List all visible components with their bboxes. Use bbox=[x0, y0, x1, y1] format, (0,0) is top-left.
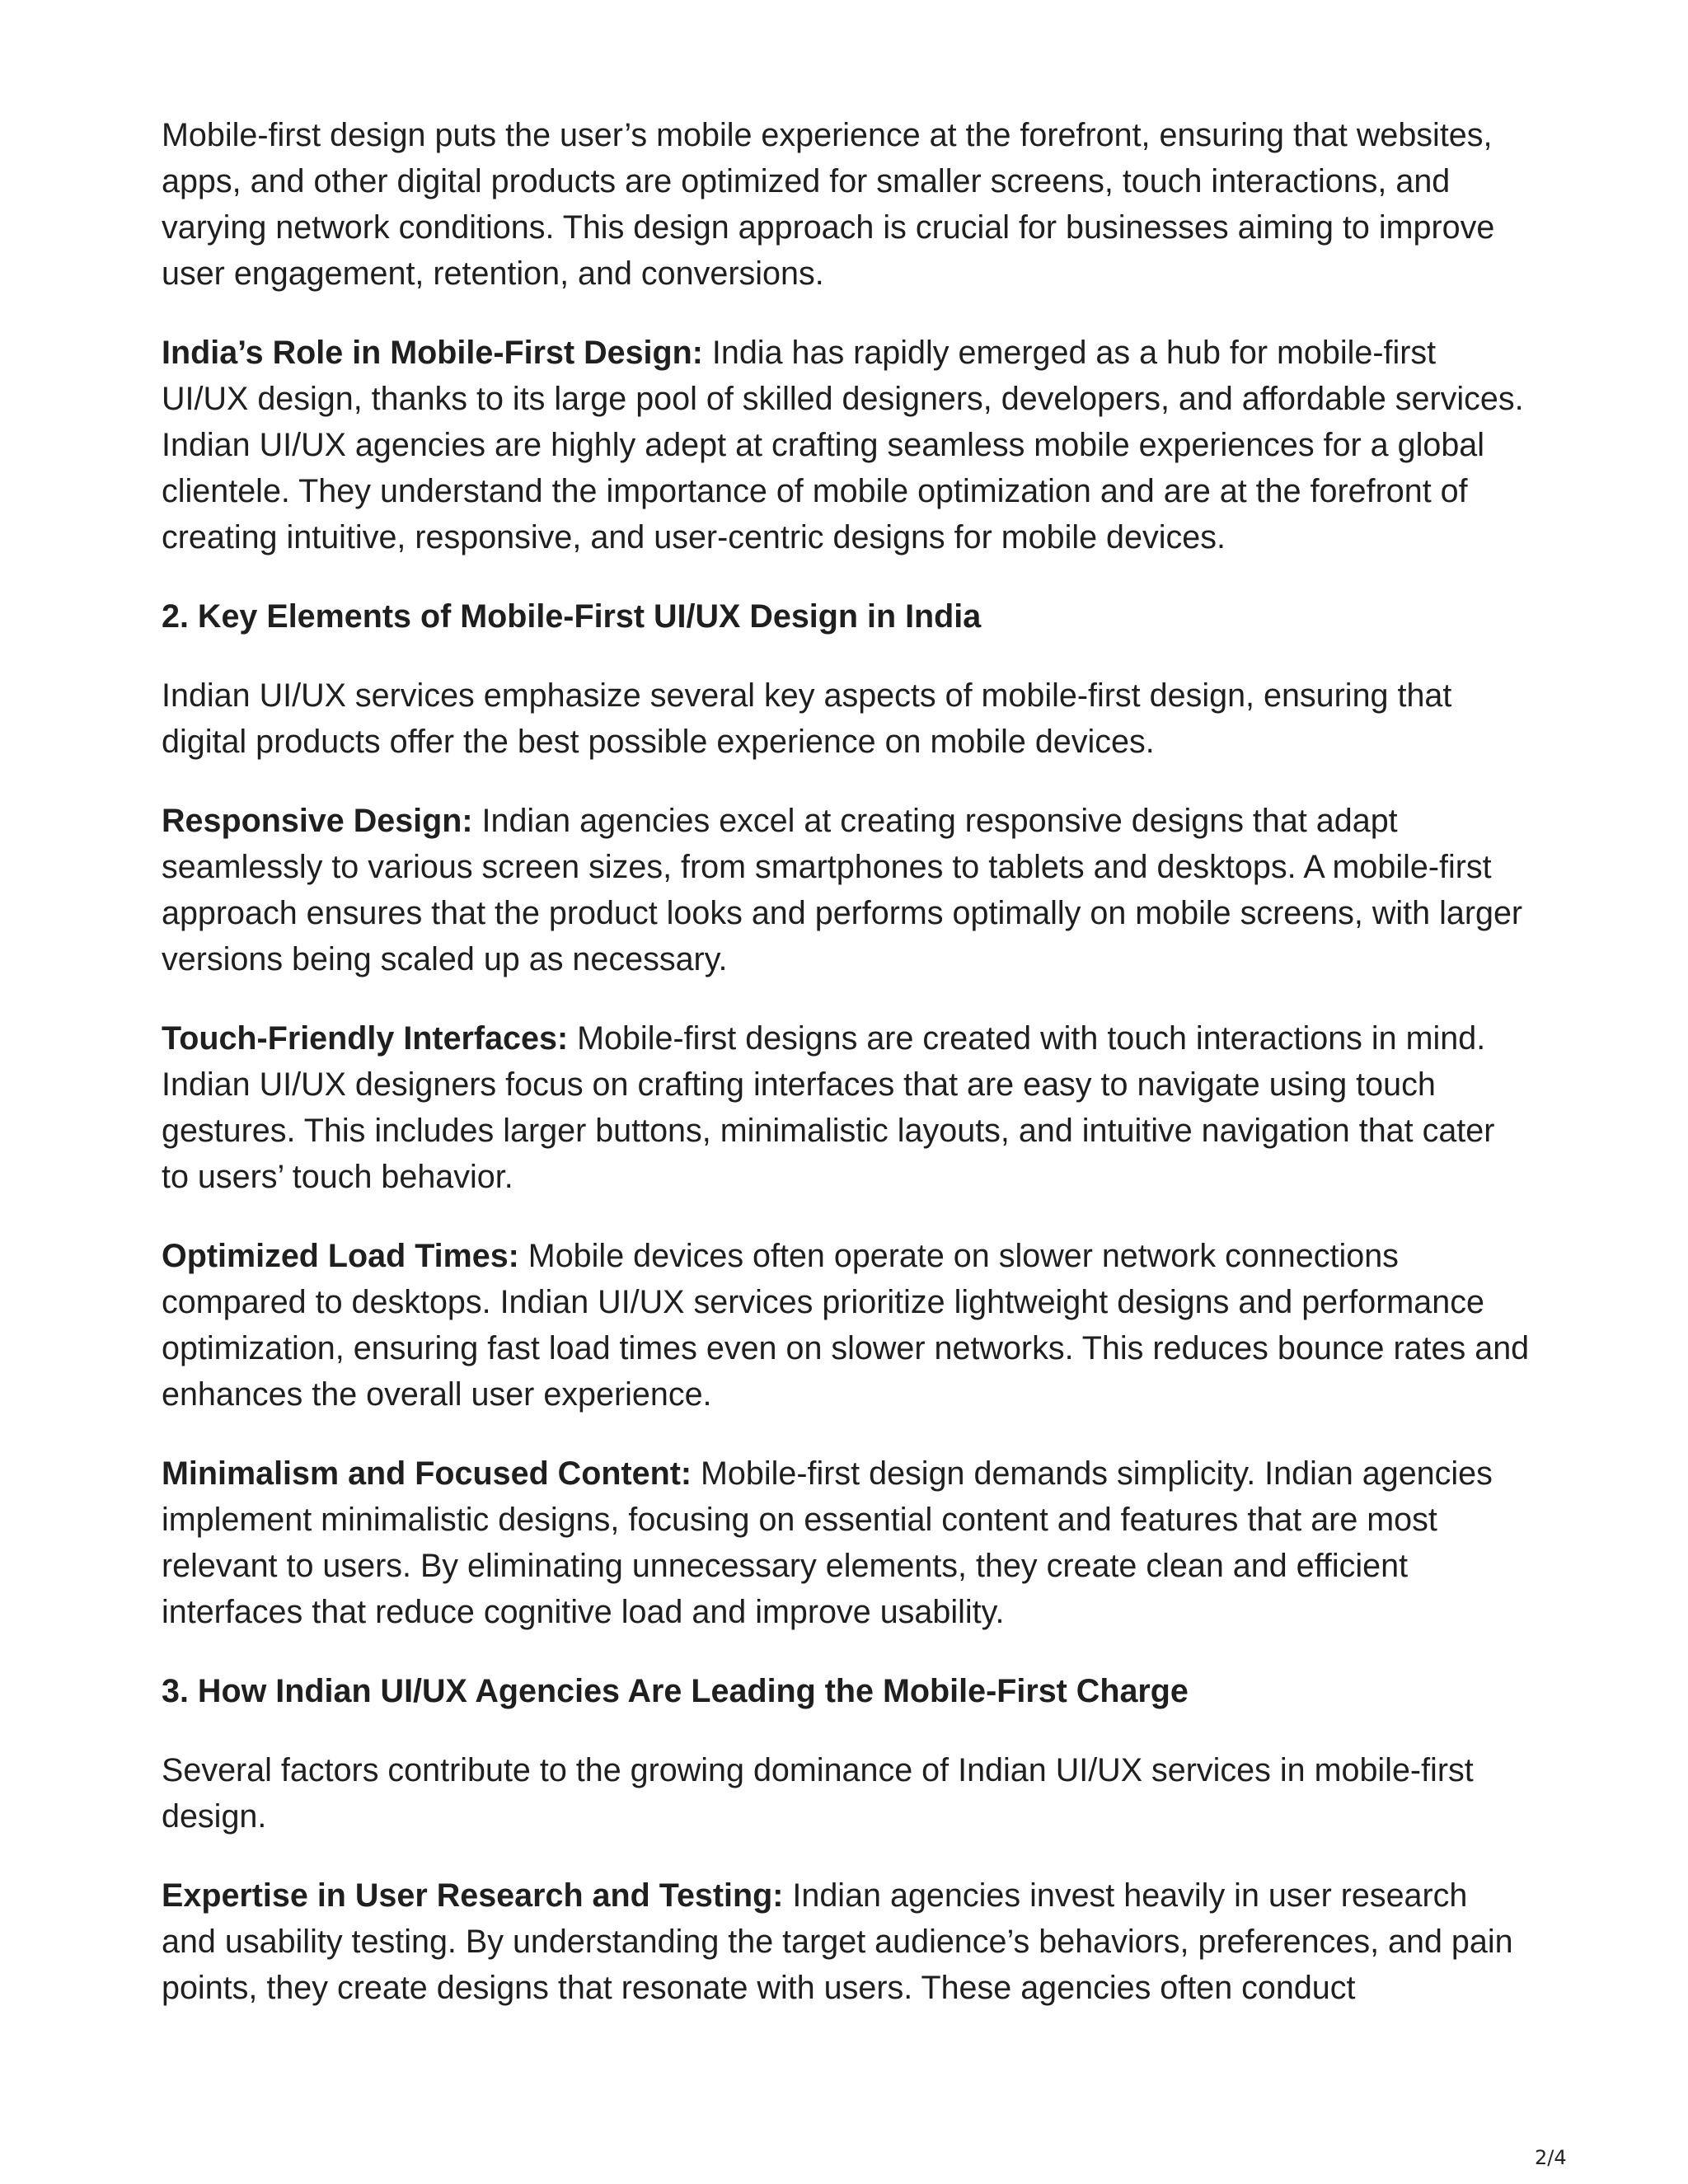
load-times-text: Mobile devices often operate on slower network connections compared to desktops. Indian UI/UX services prioritize lightweight designs and performance optimization, ensuring fast load times even on slower networks. This reduces bounce rates and enhances the overall user experience. bbox=[162, 1238, 1530, 1413]
responsive-design-text: Indian agencies excel at creating responsive designs that adapt seamlessly to various screen sizes, from smartphones to tablets and desktops. A mobile-first approach ensures that the product looks and performs optimally on mobile screens, with larger versions being scaled up as necessary. bbox=[162, 803, 1523, 977]
load-times-label: Optimized Load Times: bbox=[162, 1238, 519, 1274]
document-body bbox=[162, 112, 1530, 2044]
section-2-heading: 2. Key Elements of Mobile-First UI/UX Design in India bbox=[162, 598, 982, 635]
section-3-intro: Several factors contribute to the growing dominance of Indian UI/UX services in mobile-first design. bbox=[162, 1752, 1474, 1835]
india-role-paragraph bbox=[162, 330, 1530, 560]
touch-friendly-label: Touch-Friendly Interfaces: bbox=[162, 1020, 569, 1057]
section-2-intro: Indian UI/UX services emphasize several key aspects of mobile-first design, ensuring that digital products offer the best possible experience on mobile devices. bbox=[162, 677, 1452, 760]
india-role-text: India has rapidly emerged as a hub for mobile-first UI/UX design, thanks to its large pool of skilled designers, developers, and affordable services. Indian UI/UX agencies are highly adept at crafting seamless mobile experiences for a global clientele. They understand the importance of mobile optimization and are at the forefront of creating intuitive, responsive, and user-centric designs for mobile devices. bbox=[162, 335, 1524, 555]
india-role-label: India’s Role in Mobile-First Design: bbox=[162, 335, 703, 371]
minimalism-paragraph bbox=[162, 1451, 1530, 1635]
touch-friendly-paragraph bbox=[162, 1015, 1530, 1200]
user-research-paragraph bbox=[162, 1872, 1530, 2011]
minimalism-text: Mobile-first design demands simplicity. Indian agencies implement minimalistic designs, focusing on essential content and features that are most relevant to users. By eliminating unnecessary elements, they create clean and efficient interfaces that reduce cognitive load and improve usability. bbox=[162, 1455, 1493, 1630]
intro-paragraph: Mobile-first design puts the user’s mobile experience at the forefront, ensuring that websites, apps, and other digital products are optimized for smaller screens, touch interactions, and varying network conditions. This design approach is crucial for businesses aiming to improve user engagement, retention, and conversions. bbox=[162, 117, 1495, 292]
touch-friendly-text: Mobile-first designs are created with touch interactions in mind. Indian UI/UX designers focus on crafting interfaces that are easy to navigate using touch gestures. This includes larger buttons, minimalistic layouts, and intuitive navigation that cater to users’ touch behavior. bbox=[162, 1020, 1495, 1195]
load-times-paragraph bbox=[162, 1233, 1530, 1418]
section-3-heading: 3. How Indian UI/UX Agencies Are Leading the Mobile-First Charge bbox=[162, 1673, 1189, 1709]
minimalism-label: Minimalism and Focused Content: bbox=[162, 1455, 692, 1492]
page-number: 2/4 bbox=[1535, 2146, 1567, 2169]
user-research-text: Indian agencies invest heavily in user research and usability testing. By understanding the target audience’s behaviors, preferences, and pain points, they create designs that resonate with users. These agencies often conduct bbox=[162, 1877, 1513, 2006]
user-research-label: Expertise in User Research and Testing: bbox=[162, 1877, 784, 1914]
responsive-design-label: Responsive Design: bbox=[162, 803, 473, 839]
responsive-design-paragraph bbox=[162, 798, 1530, 982]
